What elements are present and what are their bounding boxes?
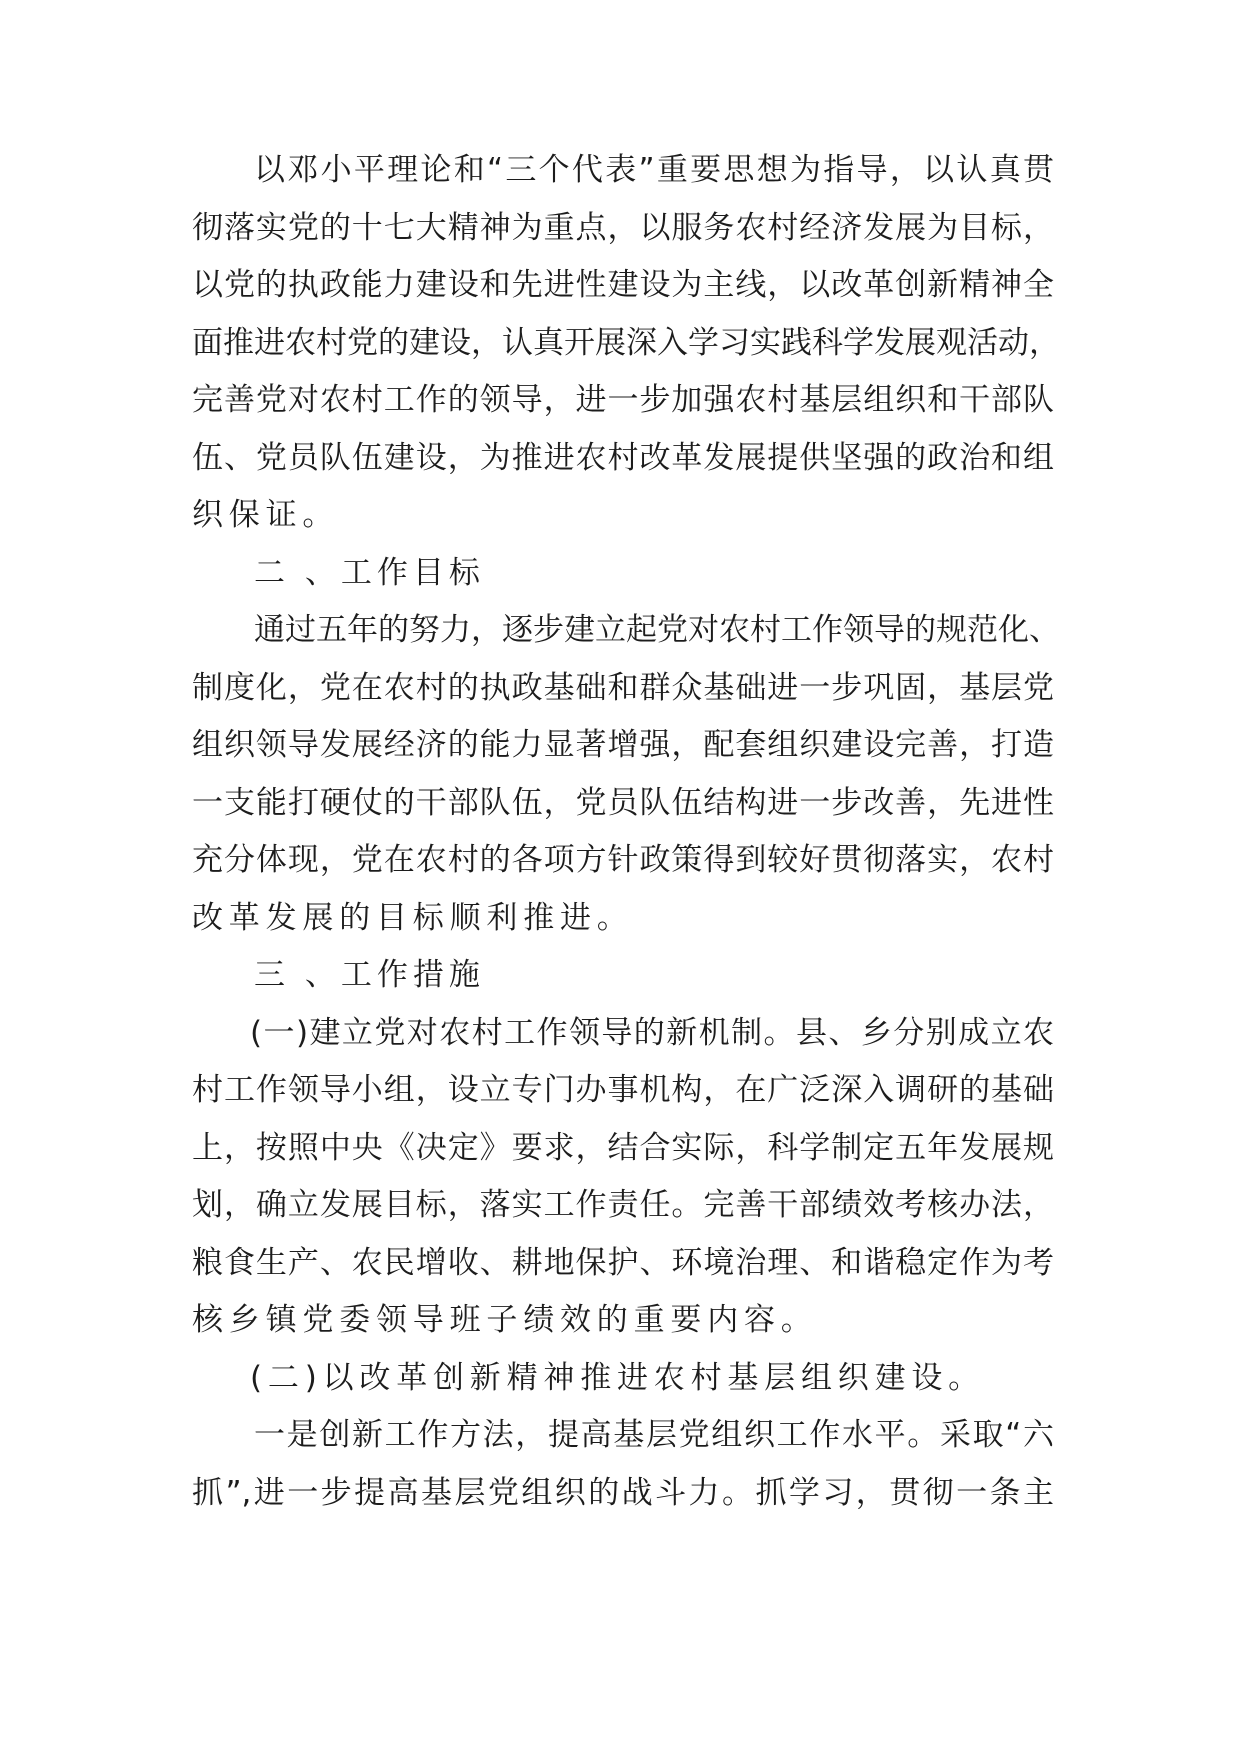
paragraph-line: 抓”,进一步提高基层党组织的战斗力。抓学习，贯彻一条主 [192, 1474, 1054, 1511]
paragraph-line: 组织领导发展经济的能力显著增强，配套组织建设完善，打造 [192, 727, 1054, 763]
paragraph-line: 核乡镇党委领导班子绩效的重要内容。 [192, 1302, 818, 1338]
paragraph-line: 以党的执政能力建设和先进性建设为主线，以改革创新精神全 [192, 267, 1054, 303]
paragraph-line: 彻落实党的十七大精神为重点，以服务农村经济发展为目标， [192, 209, 1054, 246]
paragraph-line: 划，确立发展目标，落实工作责任。完善干部绩效考核办法， [192, 1187, 1054, 1223]
paragraph-line: 通过五年的努力，逐步建立起党对农村工作领导的规范化、 [254, 612, 1060, 648]
paragraph-line: 一支能打硬仗的干部队伍，党员队伍结构进一步改善，先进性 [192, 784, 1054, 821]
paragraph-line: 制度化，党在农村的执政基础和群众基础进一步巩固，基层党 [192, 669, 1054, 706]
paragraph-line: 伍、党员队伍建设，为推进农村改革发展提供坚强的政治和组 [192, 439, 1054, 476]
paragraph-line: 完善党对农村工作的领导，进一步加强农村基层组织和干部队 [192, 382, 1054, 418]
paragraph-line: 织保证。 [192, 497, 340, 533]
paragraph-line: 面推进农村党的建设，认真开展深入学习实践科学发展观活动， [192, 324, 1060, 361]
paragraph-line: 改革发展的目标顺利推进。 [192, 899, 634, 936]
paragraph-line: 粮食生产、农民增收、耕地保护、环境治理、和谐稳定作为考 [192, 1244, 1054, 1281]
document-body [192, 142, 1060, 1522]
section-heading: 三 、工作措施 [254, 957, 485, 993]
paragraph-line: (一)建立党对农村工作领导的新机制。县、乡分别成立农 [250, 1014, 1054, 1051]
paragraph-line: 一是创新工作方法，提高基层党组织工作水平。采取“六 [254, 1417, 1054, 1453]
section-heading: 二 、工作目标 [254, 554, 485, 591]
subsection-heading: (二)以改革创新精神推进农村基层组织建设。 [250, 1359, 985, 1396]
paragraph-line: 村工作领导小组，设立专门办事机构，在广泛深入调研的基础 [192, 1072, 1054, 1108]
paragraph-line: 充分体现，党在农村的各项方针政策得到较好贯彻落实，农村 [192, 842, 1054, 878]
paragraph-line: 以邓小平理论和“三个代表”重要思想为指导，以认真贯 [254, 152, 1054, 188]
paragraph-line: 上，按照中央《决定》要求，结合实际，科学制定五年发展规 [192, 1129, 1054, 1166]
